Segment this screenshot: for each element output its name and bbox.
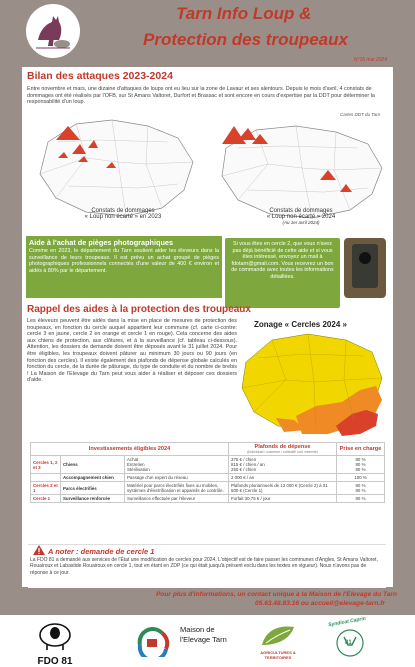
map-credit: Cartes DDT du Tarn — [340, 112, 381, 117]
agri-label: AGRICULTURES & TERRITOIRES — [260, 650, 296, 660]
row-prise: 80 % 80 % — [337, 482, 385, 495]
map2-note: (Au 1er avril 2024) — [282, 220, 320, 225]
row-prise: 80 % — [337, 495, 385, 503]
sheep-icon — [35, 619, 75, 651]
footer-contact — [0, 590, 415, 608]
agri-leaf-icon — [256, 623, 300, 649]
maison-elevage-icon — [132, 625, 174, 657]
row-plafond: 2 000 € / an — [229, 474, 337, 482]
row-category: Parcs électrifiés — [61, 482, 125, 495]
header — [0, 0, 415, 67]
zonage-cercles-map — [236, 330, 386, 440]
map1-caption-line2: « Loup non écarté » en 2023 — [84, 214, 162, 220]
map2-caption — [236, 208, 366, 225]
head-plafonds — [229, 443, 337, 456]
maison-elevage-logo — [132, 625, 227, 662]
maison-elevage-label: Maison de l'Elevage Tarn — [180, 625, 227, 644]
row-items: Achat Entretien Stérilisation — [125, 456, 229, 474]
row-category: Chiens — [61, 456, 125, 474]
row-items: Passage d'un expert du réseau — [125, 474, 229, 482]
row-cercle — [31, 474, 61, 482]
head-plafonds-sub: (individuel / commun / collectif/ coll. intermé) — [247, 450, 318, 454]
camera-body — [352, 244, 378, 288]
caprin-label: Syndicat Caprin — [327, 615, 367, 629]
pieges-pill-text: Si vous êtes en cercle 2, que vous n'avez pas déjà bénéficié de cette aide et si vous êtes intéressé, envoyez un mail à fdotarn@gmail.com. Vous recevrez un bon de commande avec toutes les informations détaillées. — [231, 241, 334, 280]
title-line-2: Protection des troupeaux — [143, 30, 348, 49]
title-line-1: Tarn Info Loup & — [176, 4, 312, 23]
row-cercle: Cercles 1, 2 et 3 — [31, 456, 61, 474]
note-text: La FDO 81 a demandé aux services de l'État une modification de cercles pour 2024. L'objectif est de faire passer les communes d'Angles, St Amans Valtoret, Rouairoux et Labastide Rouairoux en cercle 1, tout en étant en ZDP (ce qui était jusqu'à présent exclu dans les textes en vigueur). Nous n'avons pas de réponse à ce jour. — [30, 557, 378, 576]
row-plafond: Forfait 30,75 € / jour — [229, 495, 337, 503]
wolf-sheep-icon — [26, 4, 80, 58]
map2-caption-line1: Constats de dommages — [269, 208, 333, 214]
row-category: Accompagnement chien — [61, 474, 125, 482]
camera-trap-photo — [344, 238, 386, 298]
row-prise: 80 % 80 % 80 % — [337, 456, 385, 474]
issue-number: N°16 mai 2024 — [353, 57, 387, 63]
rappel-text: Les éleveurs peuvent être aidés dans la mise en place de mesures de protection des troupeaux, en fonction du cercle auquel appartient leur commune (cf. carte ci-contre: cercle 3 en jaune, cercle 2 en orange et cercle 1 en rouge). Cela concerne des aides aux chiens de protection, aux clôtures, et à la surveillance (cf. tableau ci-dessous). Attention, les dossiers de demande doivent être déposés avant le 31 juillet 2024. Pour être éligibles, les troupeaux doivent pâturer au minimum 30 jours ou 90 jours (en fonction des cercles). Il existe également des plafonds de dépense globale calculés en fonction du cercle, de la durée de pâturage, du type de conduite et du nombre de brebis ! La Maison de l'Elevage du Tarn peut vous aider à réaliser et déposer ces dossiers d'aide. — [27, 318, 237, 384]
head-investissements: Investissements éligibles 2024 — [31, 443, 229, 456]
attack-map-2023 — [28, 112, 198, 220]
table-row — [31, 495, 385, 503]
row-cercle: Cercle 1 — [31, 495, 61, 503]
row-category: Surveillance renforcée — [61, 495, 125, 503]
table-row — [31, 474, 385, 482]
rappel-title: Rappel des aides à la protection des troupeaux — [27, 304, 251, 315]
table-row — [31, 482, 385, 495]
map2-caption-line2: « Loup non écarté » 2024 — [266, 214, 336, 220]
head-prise: Prise en charge — [337, 443, 385, 456]
fdo81-label: FDO 81 — [37, 656, 73, 667]
syndicat-caprin-logo — [327, 615, 368, 661]
camera-lens — [359, 252, 371, 264]
row-cercle: Cercles 2 et 1 — [31, 482, 61, 495]
row-prise: 100 % — [337, 474, 385, 482]
investissements-table — [30, 442, 385, 503]
row-items: Surveillance effectuée par l'éleveur — [125, 495, 229, 503]
note-title: A noter : demande de cercle 1 — [48, 547, 155, 556]
partner-logos — [0, 615, 415, 667]
warning-icon — [32, 544, 46, 556]
agricultures-territoires-logo — [250, 623, 306, 660]
attack-map-2024 — [212, 120, 388, 220]
row-plafond: Plafonds pluriannuels de 13 000 € (Cercle 2) à 31 500 € (Cercle 1) — [229, 482, 337, 495]
zonage-title: Zonage « Cercles 2024 » — [254, 320, 347, 329]
pieges-title: Aide à l'achat de pièges photographiques — [29, 238, 174, 247]
row-items: Matériel pour parcs électrifiés fixes ou mobiles, systèmes d'électrification et appareils de contrôle. — [125, 482, 229, 495]
table-row — [31, 456, 385, 474]
bilan-text: Entre novembre et mars, une dizaine d'attaques de loups ont eu lieu sur la zone de Lavaur et ses alentours. Depuis le mois d'avril, 4 constats de dommages ont été réalisés par l'OFB, sur St Amans Valtoret, Durfort et Brassac et sont encore en cours d'expertise par la DDT pour déterminer la responsabilité d'un loup. — [27, 86, 375, 106]
pieges-box — [26, 236, 222, 298]
pieges-info-box — [225, 238, 340, 308]
map1-caption-line1: Constats de dommages — [91, 208, 155, 214]
fdo81-logo — [30, 619, 80, 667]
caprin-number: 81 — [345, 640, 352, 646]
wolf-logo — [26, 4, 80, 58]
contact-line-1: Pour plus d'informations, un contact unique à la Maison de l'Elevage du Tarn — [155, 591, 397, 598]
head-plafonds-label: Plafonds de dépense — [254, 444, 311, 450]
bilan-title: Bilan des attaques 2023-2024 — [27, 70, 173, 82]
row-plafond: 375 € / chien 815 € / chien / an 250 € / chien — [229, 456, 337, 474]
map1-caption — [58, 208, 188, 220]
pieges-text: Comme en 2023, le département du Tarn soutient aider les éleveurs dans la surveillance de leurs troupeaux. Il est prévu un achat groupé de pièges photographiques professionnels connectés d'une valeur de 400 € environ et aidés à 80% par le département. — [29, 248, 219, 274]
contact-line-2[interactable]: 05.63.48.83.16 ou accueil@elevage-tarn.fr — [255, 600, 385, 607]
table-header — [31, 443, 385, 456]
